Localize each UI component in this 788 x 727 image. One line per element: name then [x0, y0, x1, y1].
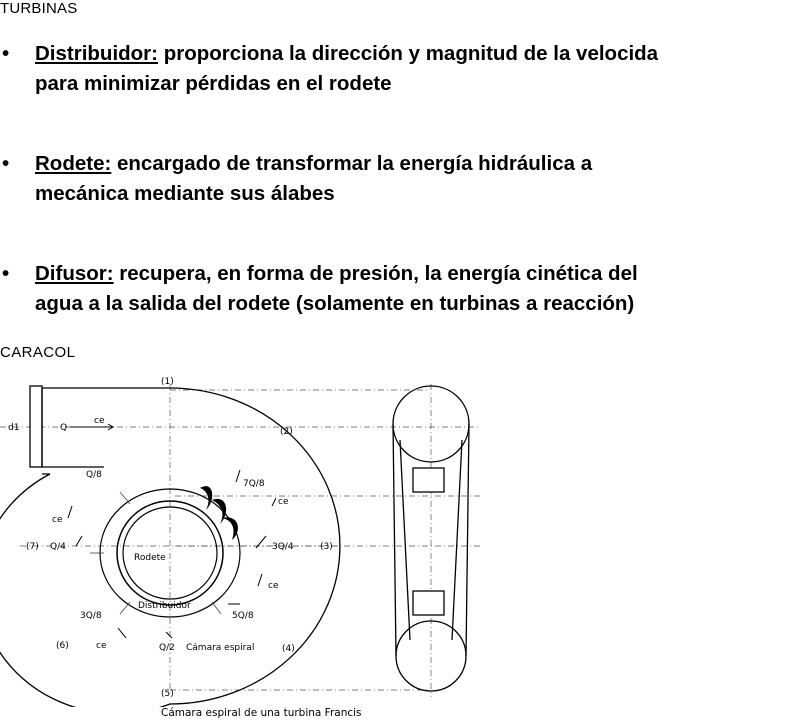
bullet-text: encargado de transformar la energía hidráulica a — [111, 152, 593, 175]
bullet-marker: • — [2, 262, 10, 285]
label-d1: d1 — [8, 423, 20, 433]
label-point-5: (5) — [161, 689, 174, 699]
bullet-line-2: para minimizar pérdidas en el rodete — [35, 72, 392, 95]
label-point-4: (4) — [282, 644, 295, 654]
label-ce-left: ce — [52, 515, 63, 525]
label-ce-bottom: ce — [96, 641, 107, 651]
bullet-line-2: agua a la salida del rodete (solamente en turbinas a reacción) — [35, 292, 635, 315]
label-q2: Q/2 — [159, 643, 175, 653]
bullet-line-1 — [35, 40, 658, 68]
bullet-term: Difusor: — [35, 262, 114, 285]
bullet-line-2: mecánica mediante sus álabes — [35, 182, 335, 205]
bullet-term: Distribuidor: — [35, 42, 158, 65]
label-7q8: 7Q/8 — [243, 479, 265, 489]
label-5q8: 5Q/8 — [232, 611, 254, 621]
label-distribuidor: Distribuidor — [138, 601, 191, 611]
label-q8: Q/8 — [86, 470, 102, 480]
bullet-marker: • — [2, 152, 10, 175]
label-point-7: (7) — [26, 542, 39, 552]
inlet-flange — [30, 386, 42, 467]
label-point-6: (6) — [56, 641, 69, 651]
label-rodete: Rodete — [134, 553, 166, 563]
page-title: TURBINAS — [0, 0, 78, 17]
bullet-term: Rodete: — [35, 152, 112, 175]
bullet-marker: • — [2, 42, 10, 65]
label-q: Q — [60, 423, 68, 433]
bullet-line-1 — [35, 150, 592, 178]
label-point-2: (2) — [280, 427, 293, 437]
label-ce-right: ce — [278, 497, 289, 507]
label-3q8: 3Q/8 — [80, 611, 102, 621]
diagram-caption: Cámara espiral de una turbina Francis — [161, 707, 362, 719]
label-camara-espiral: Cámara espiral — [186, 643, 255, 653]
bullet-text: proporciona la dirección y magnitud de la velocida — [158, 42, 659, 65]
label-point-3: (3) — [320, 542, 333, 552]
label-3q4: 3Q/4 — [272, 542, 294, 552]
label-q4: Q/4 — [50, 542, 66, 552]
bullet-line-1 — [35, 260, 638, 288]
bullet-text: recupera, en forma de presión, la energía cinética del — [113, 262, 638, 285]
spiral-casing-diagram — [0, 368, 788, 707]
label-ce-lower-right: ce — [268, 581, 279, 591]
section-label: CARACOL — [0, 344, 76, 361]
label-point-1: (1) — [161, 377, 174, 387]
label-ce-inlet: ce — [94, 416, 105, 426]
